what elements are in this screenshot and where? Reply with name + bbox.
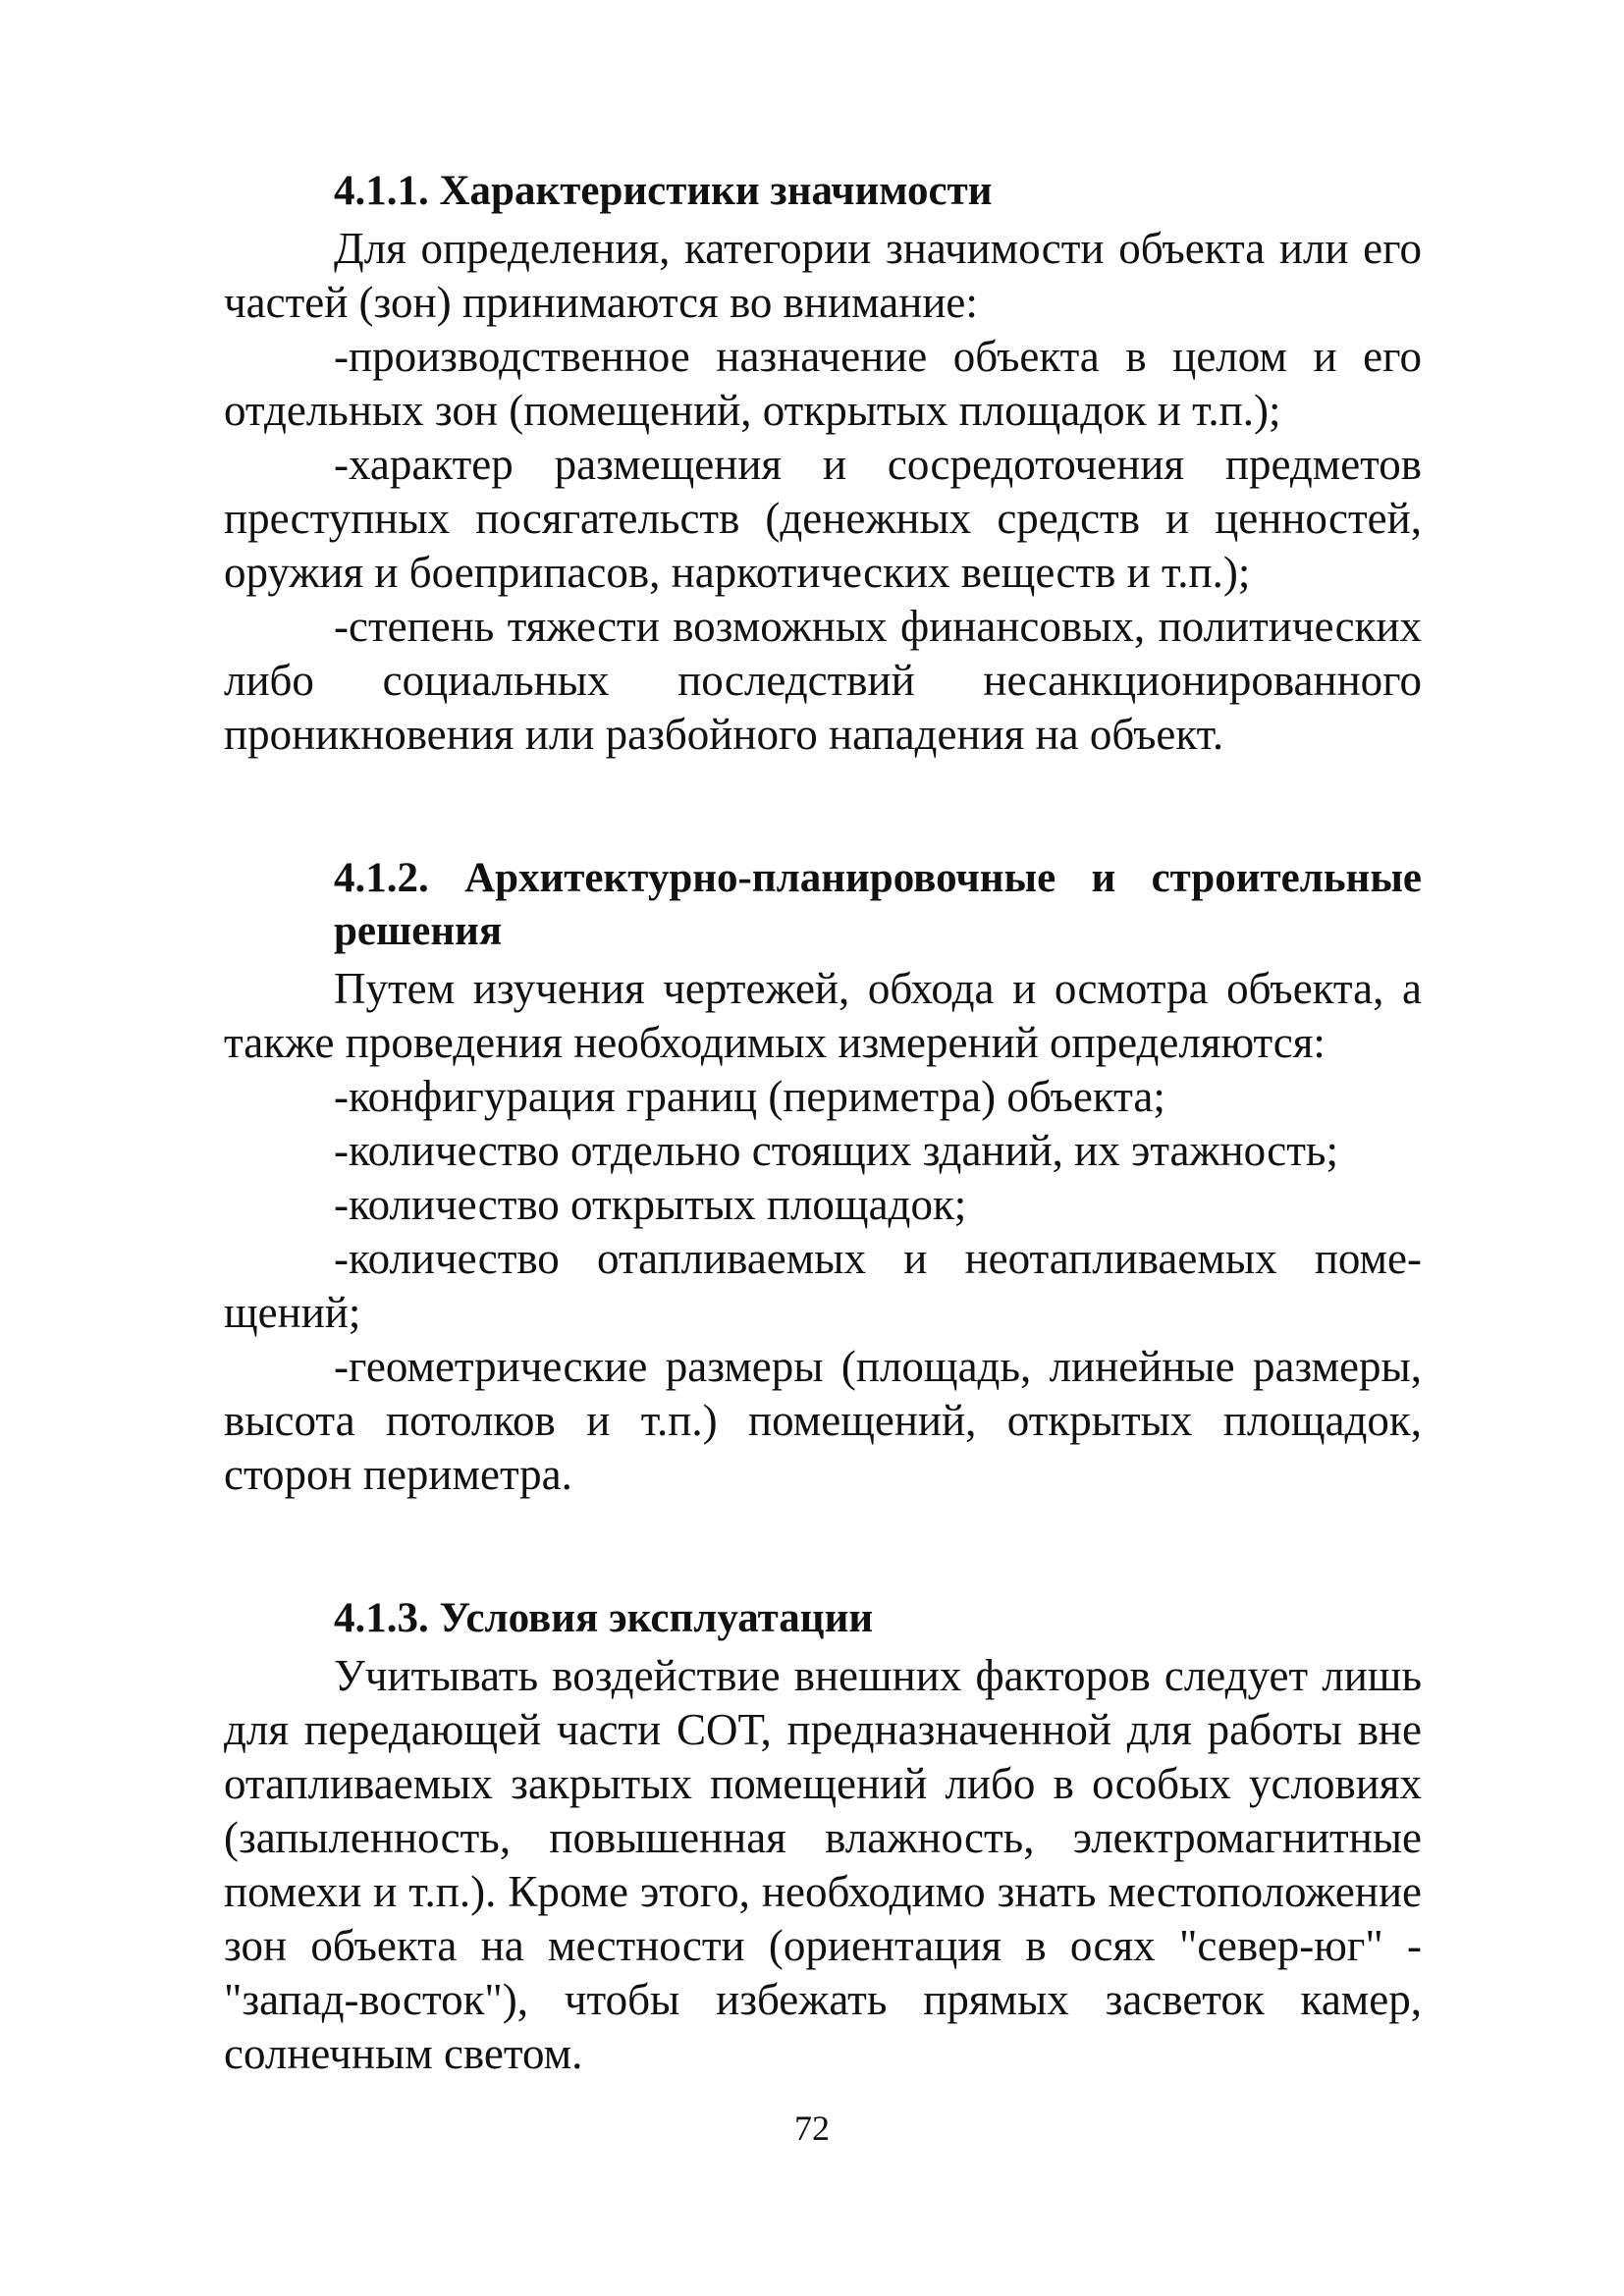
list-item: -характер размещения и сосредоточения предметов преступных посягательств (денежных средств и ценностей, оружия и боеприпасов, наркотических веществ и т.п.); bbox=[224, 440, 1422, 597]
document-page bbox=[224, 165, 1422, 2081]
section-significance bbox=[224, 165, 1422, 762]
section-operating-conditions bbox=[224, 1592, 1422, 2081]
section-heading: 4.1.1. Характеристики значимости bbox=[334, 168, 993, 214]
list-item: -количество открытых площадок; bbox=[334, 1180, 967, 1229]
list-item: -количество отдельно стоящих зданий, их этажность; bbox=[334, 1126, 1338, 1175]
list-item: -геометрические размеры (площадь, линейные размеры, высота потолков и т.п.) помещений, открытых площадок, сторон периметра. bbox=[224, 1342, 1422, 1499]
list-item: -количество отапливаемых и неотапливаемых помещений; bbox=[224, 1234, 1422, 1337]
paragraph: Путем изучения чертежей, обхода и осмотра объекта, а также проведения необходимых измерений определяются: bbox=[224, 964, 1422, 1067]
list-item: -конфигурация границ (периметра) объекта; bbox=[334, 1072, 1165, 1121]
paragraph: Учитывать воздействие внешних факторов следует лишь для передающей части СОТ, предназначенной для работы вне отапливаемых закрытых помещений либо в особых условиях (запыленность, повышенная влажность, электромагнитные помехи и т.п.). Кроме этого, необходимо знать местоположение зон объекта на местности (ориентация в осях "север-юг" - "запад-восток"), чтобы избежать прямых засветок камер, солнечным светом. bbox=[224, 1651, 1422, 2078]
page-number: 72 bbox=[794, 2109, 830, 2148]
list-item: -производственное назначение объекта в целом и его отдельных зон (помещений, открытых площадок и т.п.); bbox=[224, 332, 1422, 435]
paragraph: Для определения, категории значимости объекта или его частей (зон) принимаются во внимание: bbox=[224, 224, 1422, 327]
section-heading: 4.1.2. Архитектурно-планировочные и строительные решения bbox=[334, 855, 1422, 954]
section-architecture bbox=[224, 852, 1422, 1502]
list-item: -степень тяжести возможных финансовых, политических либо социальных последствий несанкционированного проникновения или разбойного нападения на объект. bbox=[224, 602, 1422, 759]
section-heading: 4.1.3. Условия эксплуатации bbox=[334, 1595, 874, 1641]
